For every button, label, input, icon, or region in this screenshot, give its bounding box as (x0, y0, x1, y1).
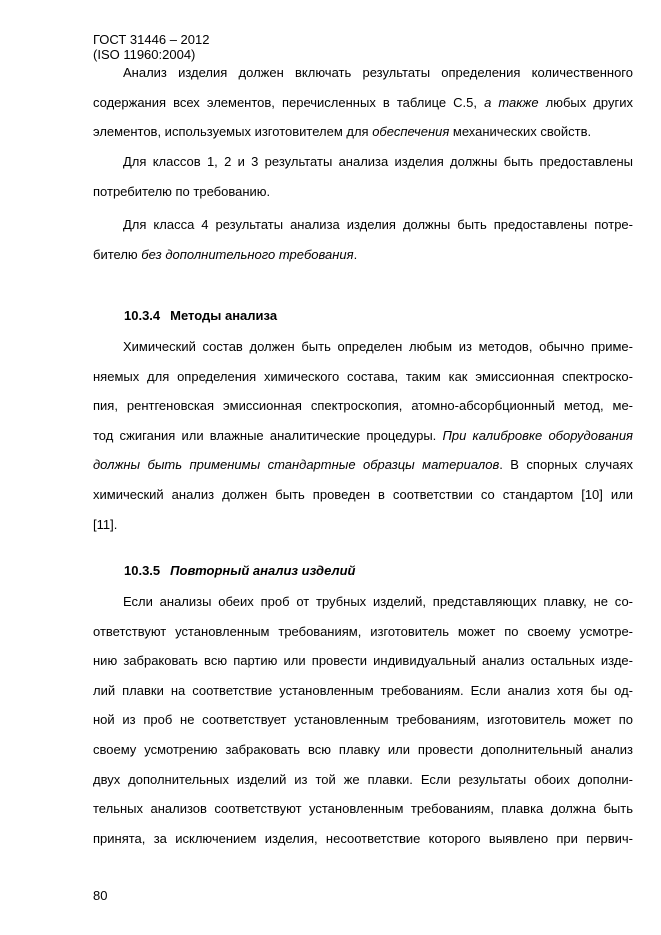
standard-designation: ГОСТ 31446 – 2012 (93, 32, 210, 47)
text-line: должны быть применимы стандартные образцы материалов. В спорных случаях (93, 457, 633, 473)
text-line: двух дополнительных изделий из той же плавки. Если результаты обоих дополни- (93, 771, 633, 787)
section-title: Повторный анализ изделий (170, 563, 356, 578)
text-line: содержания всех элементов, перечисленных в таблице С.5, а также любых других (93, 94, 633, 110)
text-line: [11]. (93, 516, 118, 532)
text-line: Если анализы обеих проб от трубных изделий, представляющих плавку, не со- (123, 594, 633, 609)
emphasis-text: При калибровке оборудования (442, 427, 633, 443)
paragraph-repeat-analysis (93, 587, 633, 853)
text-line: бителю без дополнительного требования. (93, 246, 358, 262)
section-title: Методы анализа (170, 308, 278, 323)
text-line: нию забраковать всю партию или провести индивидуальный анализ остальных изде- (93, 653, 633, 669)
text-line: лий плавки на соответствие установленным требованиям. Если анализ хотя бы од- (93, 682, 633, 698)
paragraph-class-4 (93, 210, 633, 269)
text-line: пия, рентгеновская эмиссионная спектроскопия, атомно-абсорбционный метод, ме- (93, 398, 633, 414)
paragraph-chemical-composition (93, 332, 633, 539)
text-line: своему усмотрению забраковать всю плавку или провести дополнительный анализ (93, 741, 633, 757)
text-line: элементов, используемых изготовителем для обеспечения механических свойств. (93, 124, 592, 140)
text-line: няемых для определения химического состава, таким как эмиссионная спектроско- (93, 368, 633, 384)
text-line: ответствуют установленным требованиям, изготовитель может по своему усмотре- (93, 623, 633, 639)
text-line: тод сжигания или влажные аналитические процедуры. При калибровке оборудования (93, 427, 633, 443)
emphasis-text: должны быть применимы стандартные образцы материалов (93, 457, 500, 473)
section-number: 10.3.4 (124, 308, 161, 323)
section-number: 10.3.5 (124, 563, 161, 578)
text-line: принята, за исключением изделия, несоответствие которого выявлено при первич- (93, 830, 633, 846)
paragraph-classes-1-3 (93, 147, 633, 206)
emphasis-text: обеспечения (372, 124, 450, 140)
emphasis-text: а также (484, 94, 539, 110)
section-heading-repeat-analysis (124, 563, 355, 578)
section-heading-analysis-methods (124, 308, 277, 323)
emphasis-text: без дополнительного требования (141, 246, 354, 262)
text-line: Химический состав должен быть определен любым из методов, обычно приме- (123, 339, 633, 354)
text-line: Для классов 1, 2 и 3 результаты анализа изделия должны быть предоставлены (123, 154, 633, 169)
page-number: 80 (93, 888, 108, 903)
text-line: Для класса 4 результаты анализа изделия должны быть предоставлены потре- (123, 217, 633, 232)
text-line: потребителю по требованию. (93, 183, 271, 199)
text-line: химический анализ должен быть проведен в соответствии со стандартом [10] или (93, 486, 633, 502)
text-line: тельных анализов соответствуют установленным требованиям, плавка должна быть (93, 801, 633, 817)
paragraph-product-analysis (93, 58, 633, 147)
text-line: Анализ изделия должен включать результаты определения количественного (123, 65, 633, 80)
text-line: ной из проб не соответствует установленным требованиям, изготовитель может по (93, 712, 633, 728)
iso-reference: (ISO 11960:2004) (93, 47, 196, 62)
